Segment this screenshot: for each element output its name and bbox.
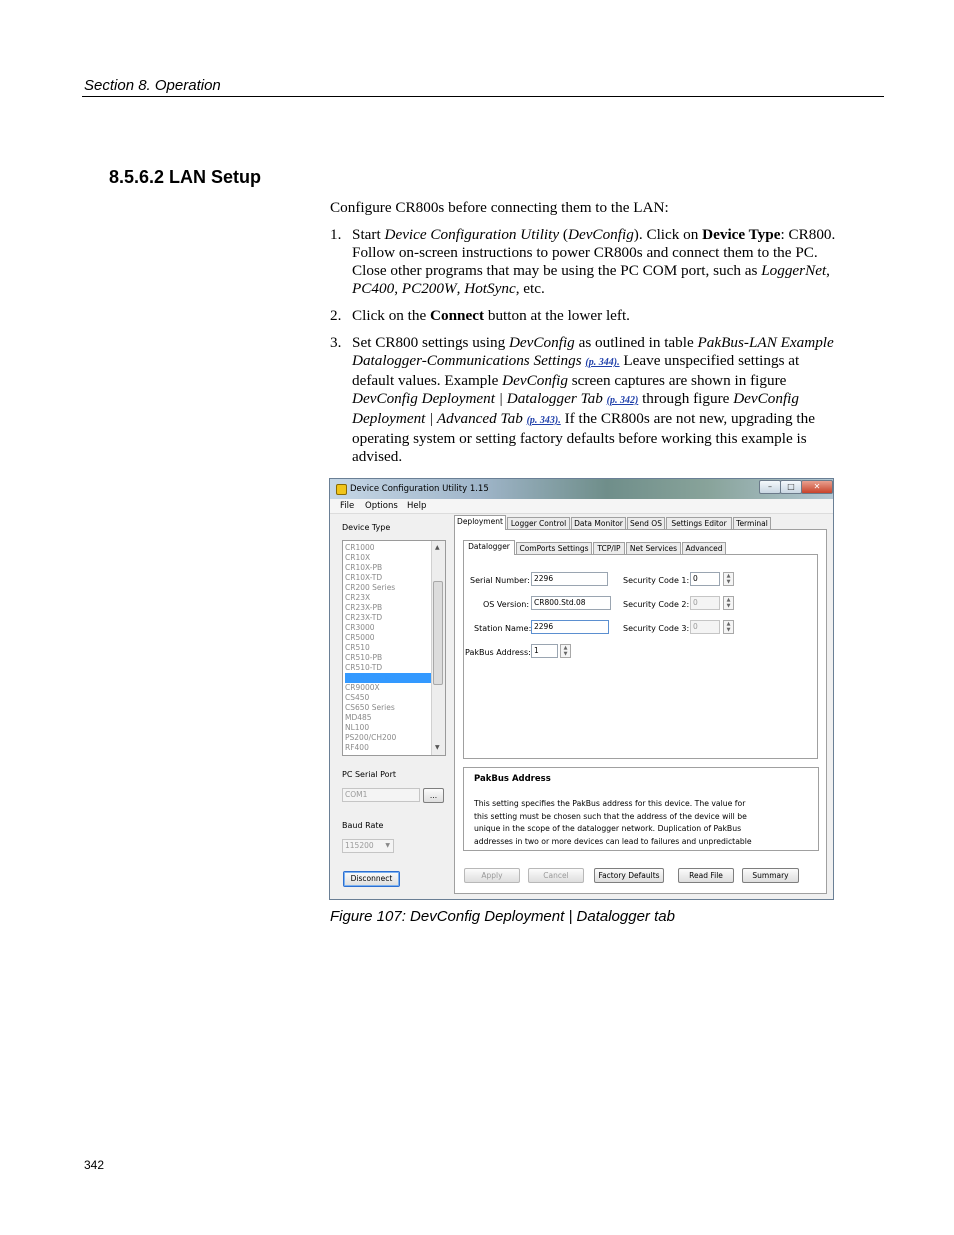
device-list-item[interactable]: CR510 [345, 643, 370, 652]
baud-rate-label: Baud Rate [342, 821, 384, 830]
station-name-label: Station Name: [474, 624, 532, 633]
devconfig-window [329, 478, 834, 900]
tab-settings-editor[interactable]: Settings Editor [666, 517, 732, 530]
step-text: Click on the [352, 307, 431, 324]
step-text: ( [559, 226, 568, 243]
help-line: this setting must be chosen such that the address of the device will be [474, 811, 747, 821]
help-body [474, 798, 809, 848]
device-list-item[interactable]: RF400 [345, 743, 369, 752]
step-text: Start [352, 226, 385, 243]
apply-button[interactable]: Apply [464, 868, 520, 883]
device-list-item[interactable]: CR10X-PB [345, 563, 383, 572]
os-version-label: OS Version: [483, 600, 530, 609]
step-text: , [456, 280, 465, 297]
factory-defaults-button[interactable]: Factory Defaults [594, 868, 664, 883]
step-text: button at the lower left. [484, 307, 630, 324]
help-box [463, 767, 819, 851]
device-list-scrollbar[interactable] [431, 541, 445, 755]
device-list-item[interactable]: CS650 Series [345, 703, 395, 712]
app-icon [336, 484, 347, 495]
device-type-list[interactable] [342, 540, 446, 756]
italic-term: PC400 [352, 280, 395, 297]
security-code-3-label: Security Code 3: [623, 624, 690, 633]
menu-file[interactable]: File [340, 501, 355, 511]
subtab-comports-settings[interactable]: ComPorts Settings [516, 542, 592, 555]
serial-number-field[interactable]: 2296 [531, 572, 608, 586]
device-list-item[interactable]: MD485 [345, 713, 372, 722]
pakbus-address-stepper[interactable]: ▲ ▼ [560, 644, 571, 658]
browse-port-button[interactable]: ... [423, 788, 444, 803]
subtab-net-services[interactable]: Net Services [626, 542, 681, 555]
device-list-item[interactable]: CR5000 [345, 633, 375, 642]
help-title: PakBus Address [474, 774, 551, 784]
cancel-button[interactable]: Cancel [528, 868, 584, 883]
step-text: If the CR800s are not new, upgrading the operating system or setting factory defaults before working this example is advised. [352, 410, 815, 465]
security-code-1-label: Security Code 1: [623, 576, 690, 585]
disconnect-button[interactable]: Disconnect [343, 871, 400, 887]
device-list-item[interactable]: NL100 [345, 723, 370, 732]
step-text: : CR800. Follow on-screen instructions to power CR800s and connect them to the PC. Close other programs that may be using the PC COM port, such as [352, 226, 836, 279]
step-text: Leave unspecified settings at default values. Example [352, 352, 800, 389]
intro-paragraph: Configure CR800s before connecting them to the LAN: [330, 199, 669, 216]
italic-term: HotSync [464, 280, 516, 297]
help-line: This setting specifies the PakBus address for this device. The value for [474, 799, 746, 808]
device-list-item[interactable]: CR9000X [345, 683, 380, 692]
menu-help[interactable]: Help [407, 501, 427, 511]
step-number: 2. [330, 307, 342, 324]
tab-send-os[interactable]: Send OS [627, 517, 665, 530]
device-list-item[interactable]: CR23X-TD [345, 613, 383, 622]
bold-term: Connect [430, 307, 485, 324]
device-list-item[interactable]: CR23X-PB [345, 603, 383, 612]
baud-rate-select[interactable] [342, 839, 394, 853]
security-code-3-stepper[interactable]: ▲ ▼ [723, 620, 734, 634]
device-list-item[interactable]: CR3000 [345, 623, 375, 632]
security-code-2-stepper[interactable]: ▲ ▼ [723, 596, 734, 610]
device-list-item[interactable]: CR23X [345, 593, 371, 602]
pc-serial-port-label: PC Serial Port [342, 770, 396, 779]
page-reference-link[interactable]: (p. 343). [526, 415, 561, 426]
steps-list [330, 226, 845, 475]
italic-term: DevConfig Deployment | Advanced Tab [352, 390, 799, 427]
step-text: as outlined in table [574, 334, 698, 351]
device-list-item[interactable]: CR510-PB [345, 653, 383, 662]
step-text: through figure [638, 390, 734, 407]
page-number: 342 [84, 1158, 105, 1172]
step-number: 1. [330, 226, 342, 243]
scroll-thumb[interactable] [433, 581, 443, 685]
step-text: screen captures are shown in figure [567, 372, 787, 389]
security-code-2-field[interactable]: 0 [690, 596, 720, 610]
window-title: Device Configuration Utility 1.15 [350, 484, 489, 494]
device-type-label: Device Type [342, 523, 391, 532]
read-file-button[interactable]: Read File [678, 868, 734, 883]
subtab-tcp-ip[interactable]: TCP/IP [593, 542, 625, 555]
step-number: 3. [330, 334, 342, 351]
security-code-3-field[interactable]: 0 [690, 620, 720, 634]
summary-button[interactable]: Summary [742, 868, 799, 883]
minimize-button[interactable]: – [759, 480, 781, 494]
italic-term: DevConfig [508, 334, 575, 351]
section-heading: 8.5.6.2 LAN Setup [109, 167, 262, 187]
security-code-2-label: Security Code 2: [623, 600, 690, 609]
chevron-down-icon: ▼ [385, 842, 390, 849]
serial-number-label: Serial Number: [470, 576, 530, 585]
device-list-item[interactable]: CR510-TD [345, 663, 383, 672]
help-line: unique in the scope of the datalogger network. Duplication of PakBus [474, 824, 742, 833]
italic-term: DevConfig [502, 372, 568, 389]
italic-term: DevConfig [567, 226, 634, 243]
pakbus-address-field[interactable]: 1 [531, 644, 558, 658]
running-header: Section 8. Operation [84, 77, 221, 94]
italic-term: PakBus-LAN Example Datalogger-Communications Settings [352, 334, 834, 369]
subtab-advanced[interactable]: Advanced [682, 542, 726, 555]
subtab-datalogger[interactable]: Datalogger [463, 540, 515, 555]
bold-term: Device Type [702, 226, 781, 243]
italic-term: PC200W [401, 280, 457, 297]
step-text: , etc. [515, 280, 545, 297]
step-item [330, 226, 845, 298]
security-code-1-field[interactable]: 0 [690, 572, 720, 586]
step-text: , [826, 262, 830, 279]
window-titlebar [330, 479, 833, 499]
tab-deployment[interactable]: Deployment [454, 515, 506, 530]
os-version-field[interactable]: CR800.Std.08 [531, 596, 611, 610]
scroll-up-icon[interactable]: ▲ [435, 544, 440, 551]
pc-serial-port-field[interactable]: COM1 [342, 788, 420, 802]
step-text: Set CR800 settings using [352, 334, 509, 351]
tab-data-monitor[interactable]: Data Monitor [571, 517, 626, 530]
page-reference-link[interactable]: (p. 342) [606, 395, 639, 406]
step-item [330, 307, 845, 325]
menu-options[interactable]: Options [365, 501, 398, 511]
page-reference-link[interactable]: (p. 344). [585, 357, 620, 368]
tab-terminal[interactable]: Terminal [733, 517, 771, 530]
italic-term: Device Configuration Utility [384, 226, 560, 243]
device-list-item[interactable]: CR1000 [345, 543, 375, 552]
step-text: , [394, 280, 402, 297]
pakbus-address-label: PakBus Address: [465, 648, 531, 657]
maximize-button[interactable]: □ [780, 480, 802, 494]
device-list-item[interactable]: PS200/CH200 [345, 733, 397, 742]
device-list-item[interactable]: CR200 Series [345, 583, 396, 592]
figure-caption: Figure 107: DevConfig Deployment | Datalogger tab [330, 908, 675, 925]
header-rule [82, 96, 884, 97]
scroll-down-icon[interactable]: ▼ [435, 744, 440, 751]
device-list-item[interactable]: CR800 Series [345, 673, 431, 683]
step-text: ). Click on [633, 226, 703, 243]
menubar [330, 499, 833, 514]
station-name-field[interactable]: 2296 [531, 620, 609, 634]
step-item [330, 334, 845, 466]
device-list-item[interactable]: CS450 [345, 693, 370, 702]
help-line: addresses in two or more devices can lead to failures and unpredictable [474, 836, 752, 846]
security-code-1-stepper[interactable]: ▲ ▼ [723, 572, 734, 586]
close-button[interactable]: ✕ [801, 480, 833, 494]
device-list-item[interactable]: CR10X-TD [345, 573, 383, 582]
italic-term: LoggerNet [761, 262, 827, 279]
baud-rate-value: 115200 [345, 841, 374, 850]
italic-term: DevConfig Deployment | Datalogger Tab [352, 390, 603, 407]
tab-logger-control[interactable]: Logger Control [507, 517, 570, 530]
device-list-item[interactable]: CR10X [345, 553, 371, 562]
